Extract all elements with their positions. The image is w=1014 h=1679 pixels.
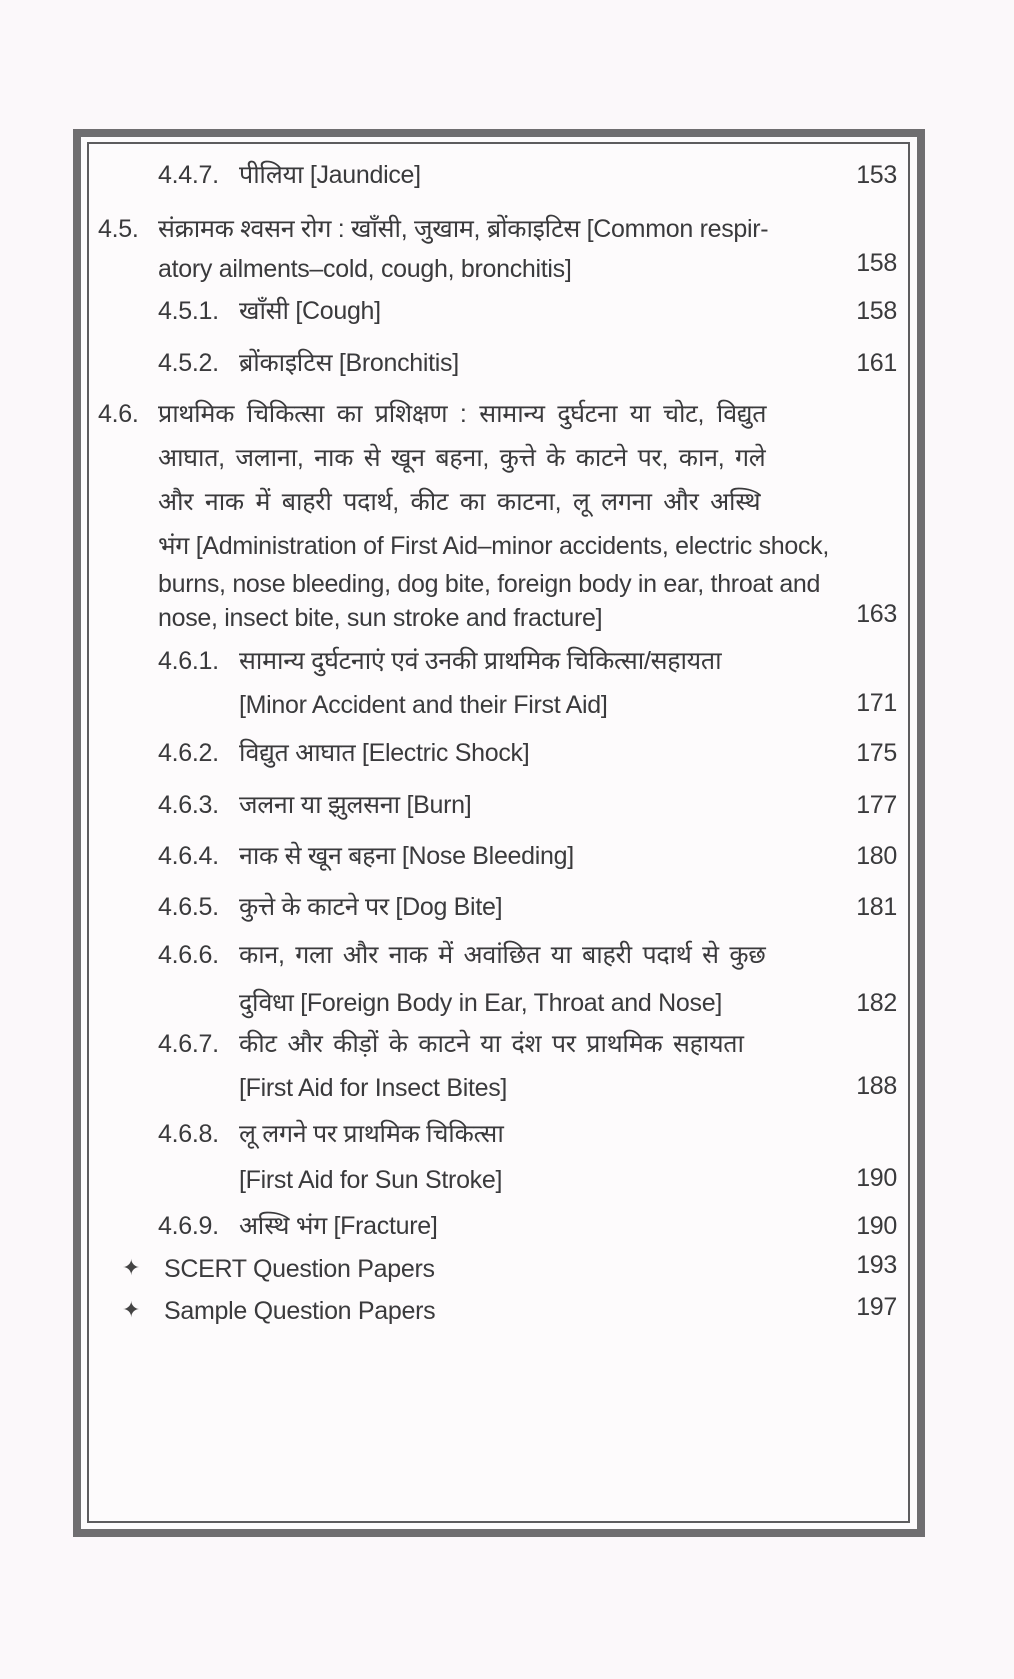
section-number: 4.6.7. xyxy=(158,1030,219,1058)
section-title-line: सामान्य दुर्घटनाएं एवं उनकी प्राथमिक चिकित्सा/सहायता xyxy=(239,647,722,675)
section-number: 4.6. xyxy=(98,400,139,428)
section-number: 4.6.6. xyxy=(158,941,219,969)
section-title-line: [Minor Accident and their First Aid] xyxy=(239,691,608,719)
section-title-line: और नाक में बाहरी पदार्थ, कीट का काटना, लू लगना और अस्थि xyxy=(158,488,761,516)
section-number: 4.6.2. xyxy=(158,739,219,767)
page-number: 190 xyxy=(856,1212,897,1240)
section-title: कुत्ते के काटने पर [Dog Bite] xyxy=(239,893,503,921)
section-number: 4.5.2. xyxy=(158,349,219,377)
page-number: 190 xyxy=(856,1164,897,1192)
section-number: 4.4.7. xyxy=(158,161,219,189)
section-title-line: कीट और कीड़ों के काटने या दंश पर प्राथमिक सहायता xyxy=(239,1030,744,1058)
section-title-line: आघात, जलाना, नाक से खून बहना, कुत्ते के काटने पर, कान, गले xyxy=(158,444,766,472)
section-number: 4.6.4. xyxy=(158,842,219,870)
section-number: 4.6.3. xyxy=(158,791,219,819)
section-title: नाक से खून बहना [Nose Bleeding] xyxy=(239,842,574,870)
section-title-line: दुविधा [Foreign Body in Ear, Throat and Nose] xyxy=(239,989,722,1017)
page-number: 153 xyxy=(856,161,897,189)
section-title-line: लू लगने पर प्राथमिक चिकित्सा xyxy=(239,1120,504,1148)
page-number: 177 xyxy=(856,791,897,819)
page-number: 182 xyxy=(856,989,897,1017)
page-number: 171 xyxy=(856,689,897,717)
section-number: 4.5.1. xyxy=(158,297,219,325)
page-number: 161 xyxy=(856,349,897,377)
page-number: 193 xyxy=(856,1251,897,1279)
section-number: 4.6.5. xyxy=(158,893,219,921)
section-title: जलना या झुलसना [Burn] xyxy=(239,791,472,819)
section-title-line: nose, insect bite, sun stroke and fracture] xyxy=(158,604,603,632)
page-number: 158 xyxy=(856,297,897,325)
entry-title: SCERT Question Papers xyxy=(164,1255,435,1283)
section-title: खाँसी [Cough] xyxy=(239,297,381,325)
section-title-line: atory ailments–cold, cough, bronchitis] xyxy=(158,255,572,283)
section-title: अस्थि भंग [Fracture] xyxy=(239,1212,438,1240)
four-point-star-bullet-icon: ✦ xyxy=(122,1297,141,1322)
page-number: 188 xyxy=(856,1072,897,1100)
section-title-line: [First Aid for Insect Bites] xyxy=(239,1074,508,1102)
section-title-line: भंग [Administration of First Aid–minor accidents, electric shock, xyxy=(158,532,830,560)
section-number: 4.5. xyxy=(98,215,139,243)
page-number: 181 xyxy=(856,893,897,921)
section-title: पीलिया [Jaundice] xyxy=(239,161,421,189)
section-number: 4.6.8. xyxy=(158,1120,219,1148)
entry-title: Sample Question Papers xyxy=(164,1297,436,1325)
page-number: 197 xyxy=(856,1293,897,1321)
four-point-star-bullet-icon: ✦ xyxy=(122,1255,141,1280)
toc-frame-outer-border xyxy=(73,129,925,1537)
section-number: 4.6.1. xyxy=(158,647,219,675)
section-title-line: प्राथमिक चिकित्सा का प्रशिक्षण : सामान्य दुर्घटना या चोट, विद्युत xyxy=(158,400,767,428)
section-title-line: कान, गला और नाक में अवांछित या बाहरी पदार्थ से कुछ xyxy=(239,941,766,969)
section-title: ब्रोंकाइटिस [Bronchitis] xyxy=(239,349,459,377)
page-number: 175 xyxy=(856,739,897,767)
section-title-line: संक्रामक श्वसन रोग : खाँसी, जुखाम, ब्रोंकाइटिस [Common respir- xyxy=(158,215,769,243)
section-title-line: [First Aid for Sun Stroke] xyxy=(239,1166,503,1194)
page-number: 180 xyxy=(856,842,897,870)
section-number: 4.6.9. xyxy=(158,1212,219,1240)
section-title-line: burns, nose bleeding, dog bite, foreign body in ear, throat and xyxy=(158,570,821,598)
section-title: विद्युत आघात [Electric Shock] xyxy=(239,739,530,767)
page-number: 163 xyxy=(856,600,897,628)
page-number: 158 xyxy=(856,249,897,277)
